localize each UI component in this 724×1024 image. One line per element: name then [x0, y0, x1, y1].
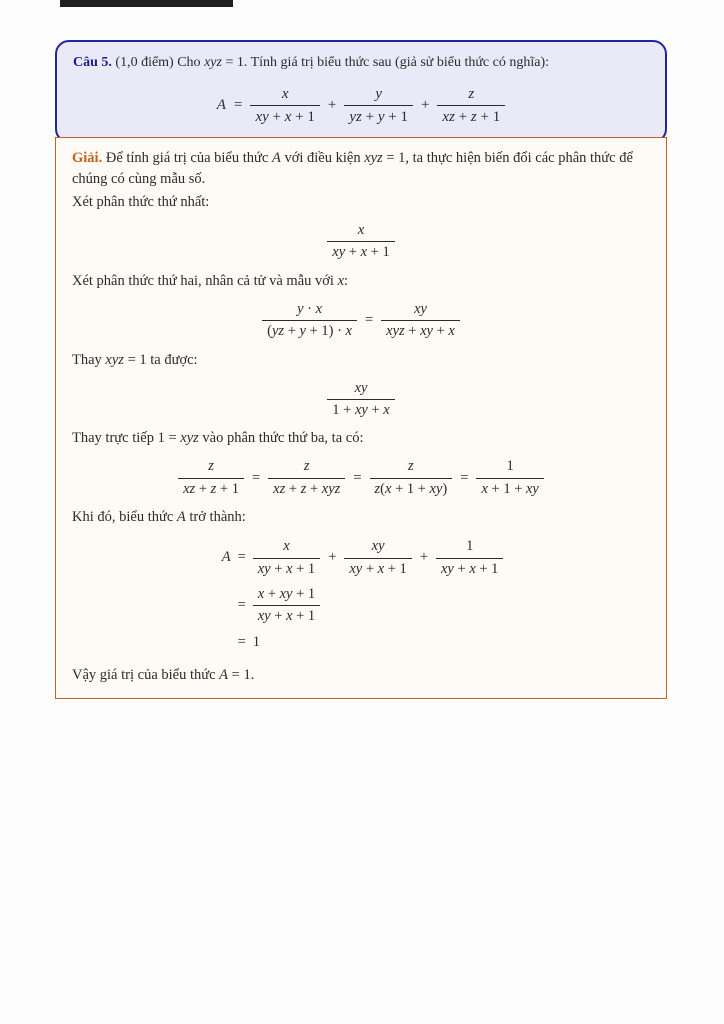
text-segment: Thay: [72, 351, 106, 368]
equals-sign: =: [364, 312, 374, 329]
text-segment: Khi đó, biểu thức: [72, 509, 177, 526]
solution-label: Giải.: [72, 150, 103, 166]
text-segment: trở thành:: [185, 509, 246, 526]
aligned-equations: [219, 538, 504, 651]
plus-operator: +: [420, 97, 430, 114]
numerator: z: [408, 458, 414, 475]
solution-paragraph-3: [72, 271, 650, 292]
numerator: y: [375, 85, 382, 102]
equals-sign: =: [353, 469, 362, 486]
inline-math: x: [337, 272, 345, 289]
equals-sign: =: [237, 549, 246, 566]
fraction: [327, 380, 394, 420]
text-segment: vào phân thức thứ ba, ta có:: [198, 430, 364, 447]
plus-operator: +: [328, 549, 337, 566]
align-lhs: A: [221, 549, 231, 566]
inline-math: xyz = 1: [364, 150, 406, 166]
numerator: 1: [506, 458, 514, 475]
inline-math: xyz = 1: [105, 351, 147, 368]
text-segment: Vậy giá trị của biểu thức: [72, 667, 220, 684]
problem-box: [55, 40, 667, 143]
denominator: (yz + y + 1) · x: [262, 320, 357, 340]
plus-operator: +: [327, 97, 337, 114]
text-segment: Để tính giá trị của biểu thức: [102, 150, 272, 166]
equals-sign: =: [460, 469, 469, 486]
numerator: xy: [354, 379, 368, 396]
fraction: [344, 538, 411, 578]
numerator: 1: [466, 538, 474, 555]
solution-box: [55, 137, 667, 699]
numerator: z: [303, 458, 310, 475]
numerator: xy: [371, 538, 385, 555]
text-segment: , ta thực hiện biến đổi các phân thức để chúng có cùng mẫu số.: [72, 150, 633, 188]
denominator: xy + x + 1: [327, 241, 394, 261]
solution-paragraph-6: [72, 507, 650, 528]
plus-operator: +: [419, 549, 428, 566]
denominator: yz + y + 1: [344, 105, 413, 126]
fraction: [262, 301, 357, 341]
text-segment: ta được:: [146, 351, 198, 368]
denominator: xy + x + 1: [436, 558, 503, 578]
fraction: [370, 458, 453, 498]
display-formula-4: [72, 458, 650, 498]
fraction: [253, 538, 320, 578]
fraction: [250, 85, 319, 126]
equals-sign: =: [251, 469, 261, 486]
denominator: xz + z + 1: [437, 105, 505, 126]
numerator: x: [281, 85, 289, 102]
display-formula-3: [72, 380, 650, 420]
numerator: z: [208, 458, 214, 475]
text-segment: Thay trực tiếp: [72, 430, 158, 447]
solution-paragraph-4: [72, 350, 650, 371]
problem-label: Câu 5.: [73, 55, 112, 70]
problem-text-2: . Tính giá trị biểu thức sau (giả sử biểu thức có nghĩa):: [243, 55, 550, 70]
denominator: z(x + 1 + xy): [370, 478, 453, 498]
fraction: [327, 222, 394, 262]
numerator: x: [357, 222, 365, 239]
text-segment: Xét phân thức thứ hai, nhân cả tử và mẫu với: [72, 272, 338, 289]
denominator: xz + z + xyz: [268, 478, 345, 498]
problem-statement: [73, 53, 649, 73]
display-formula-1: [72, 222, 650, 262]
denominator: 1 + xy + x: [327, 399, 394, 419]
inline-math: A: [271, 150, 281, 166]
numerator: x + xy + 1: [257, 586, 316, 603]
equals-sign: =: [237, 633, 246, 650]
equals-sign: =: [233, 97, 243, 114]
inline-math: A: [176, 509, 186, 526]
fraction: [268, 458, 345, 498]
equals-sign: =: [237, 597, 246, 614]
fraction: [253, 586, 320, 626]
fraction: [436, 538, 503, 578]
numerator: y · x: [297, 300, 323, 317]
display-formula-2: [72, 301, 650, 341]
numerator: x: [283, 538, 290, 555]
denominator: xy + x + 1: [253, 605, 320, 625]
inline-math: 1 = xyz: [157, 430, 199, 447]
solution-paragraph-5: [72, 428, 650, 449]
align-rhs-3: [253, 634, 260, 651]
numerator: z: [468, 85, 475, 102]
problem-text-1: (1,0 điểm) Cho: [111, 55, 205, 70]
denominator: xyz + xy + x: [381, 320, 460, 340]
fraction: [344, 85, 413, 126]
problem-inline-math: xyz = 1: [204, 55, 244, 70]
align-rhs-2: [253, 586, 320, 626]
fraction: [381, 301, 460, 341]
fraction: [476, 458, 543, 498]
denominator: xy + x + 1: [253, 558, 320, 578]
cropped-header-bar: [60, 0, 233, 7]
text-segment: .: [250, 667, 255, 684]
final-answer: [72, 665, 650, 686]
fraction: [178, 458, 244, 498]
numerator: xy: [414, 300, 427, 317]
inline-math: A = 1: [219, 667, 251, 684]
solution-paragraph-2: Xét phân thức thứ nhất:: [72, 194, 210, 211]
problem-formula: [73, 85, 649, 126]
text-segment: với điều kiện: [280, 150, 365, 166]
denominator: xy + x + 1: [344, 558, 411, 578]
denominator: x + 1 + xy: [476, 478, 543, 498]
result-value: 1: [252, 633, 260, 650]
solution-paragraph-1: [72, 148, 650, 190]
text-segment: :: [344, 272, 349, 289]
align-rhs-1: [253, 538, 504, 578]
formula-lhs: A: [216, 97, 226, 114]
denominator: xy + x + 1: [250, 105, 319, 126]
fraction: [437, 85, 505, 126]
denominator: xz + z + 1: [178, 478, 244, 498]
